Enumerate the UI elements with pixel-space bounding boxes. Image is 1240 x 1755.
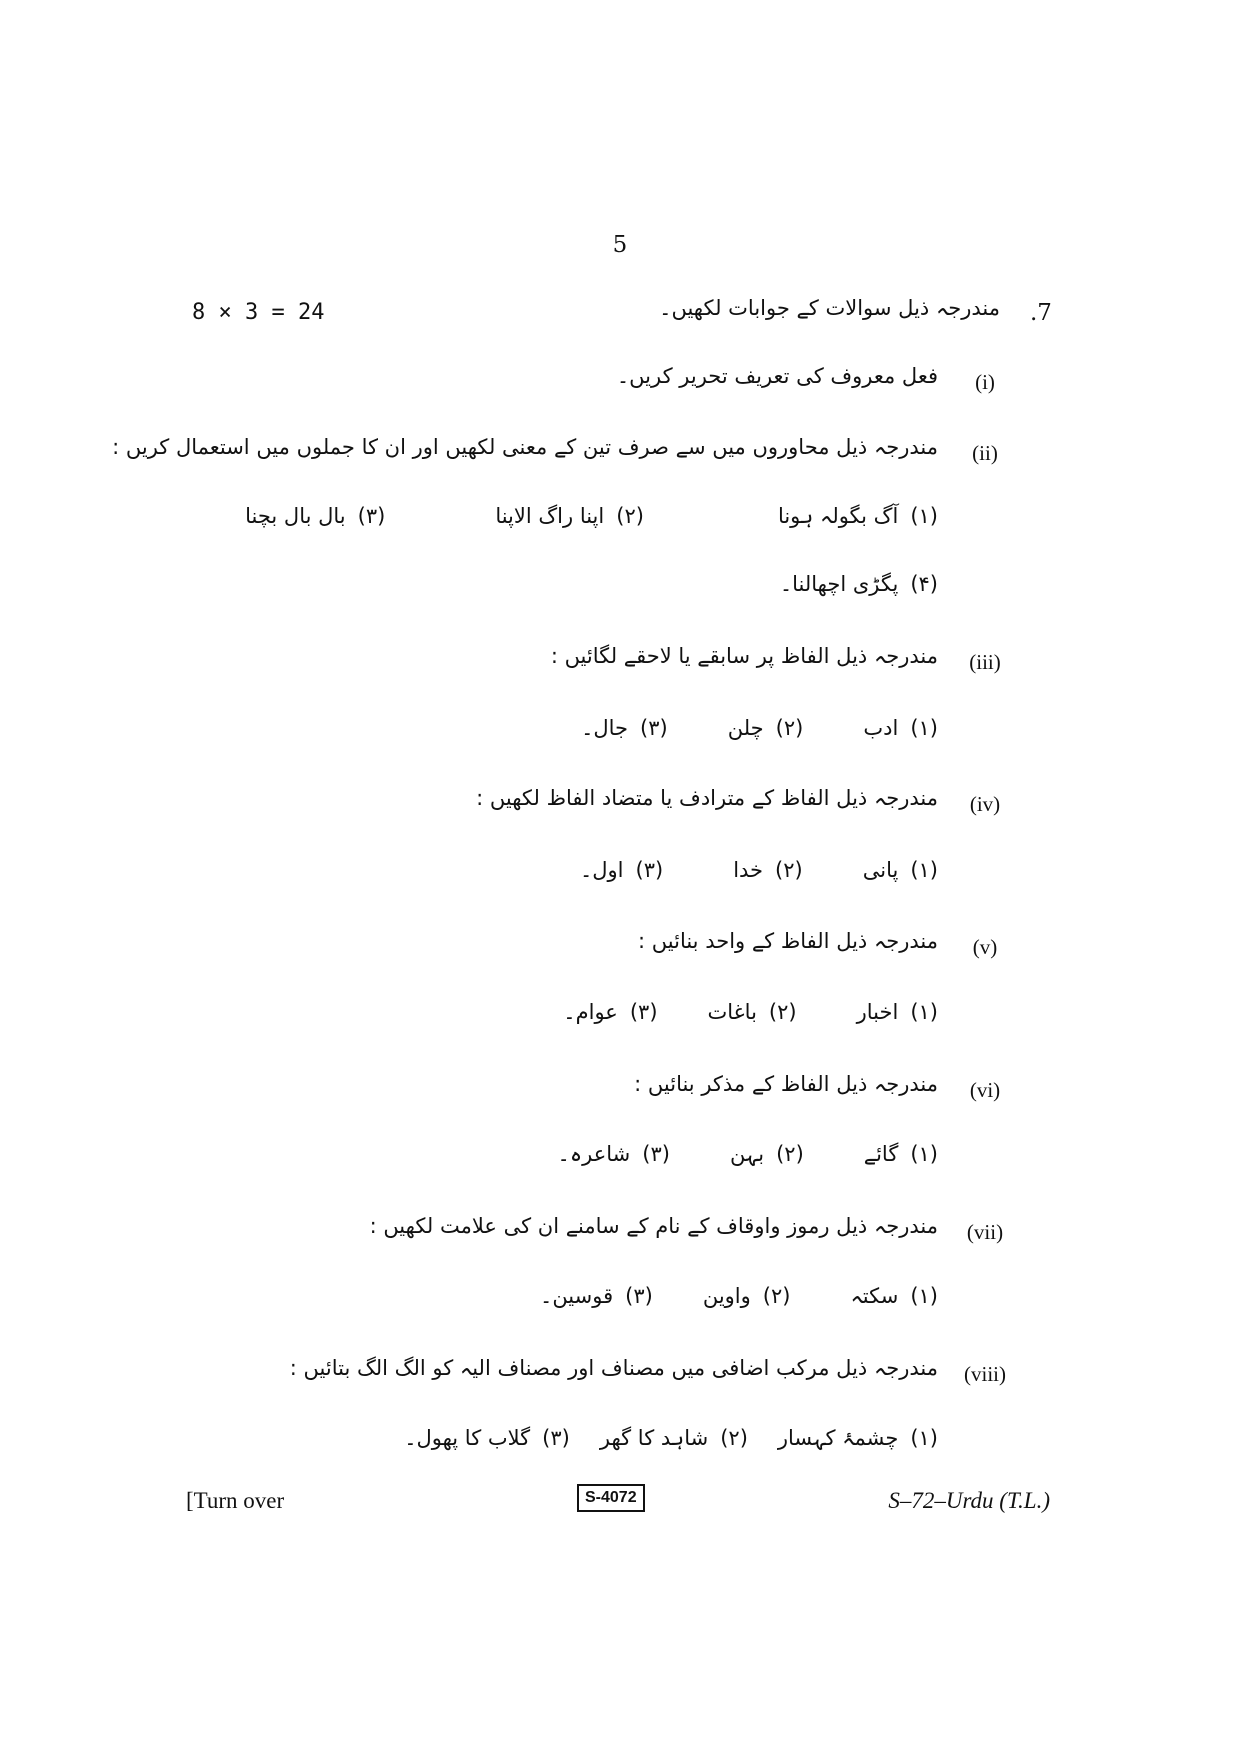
option-item: (۳)شاعرہ۔ [557,1142,670,1166]
page-number: 5 [612,232,628,258]
turn-over-note: [Turn over [186,1488,285,1513]
paper-code-box: S-4072 [577,1484,645,1512]
option-item: (۲)واوین [702,1284,791,1308]
options-row [534,858,938,882]
options-row [512,1142,938,1166]
question-title: مندرجہ ذیل سوالات کے جوابات لکھیں۔ [659,296,1000,320]
part-text: مندرجہ ذیل محاوروں میں سے صرف تین کے معنی لکھیں اور ان کا جملوں میں استعمال کریں : [112,435,938,459]
options-row [199,504,938,528]
part-text: مندرجہ ذیل الفاظ کے واحد بنائیں : [638,929,938,953]
option-item: (۲)خدا [733,858,803,882]
options-row [535,716,938,740]
part-text: مندرجہ ذیل الفاظ پر سابقے یا لاحقے لگائیں : [550,644,938,668]
option-item: (۲)بہن [729,1142,804,1166]
part-text: مندرجہ ذیل رموز واوقاف کے نام کے سامنے ان کی علامت لکھیں : [369,1214,938,1238]
option-item: (۲)اپنا راگ الاپنا [495,504,644,528]
options-row [517,1000,938,1024]
question-number: .7 [1030,300,1052,326]
part-text: مندرجہ ذیل مرکب اضافی میں مصناف اور مصناف الیہ کو الگ الگ بتائیں : [289,1356,938,1380]
option-item: (۳)قوسین۔ [540,1284,653,1308]
option-item: (۳)اول۔ [579,858,664,882]
option-item: (۲)شاہد کا گھر [599,1426,748,1450]
part-label: (vi) [969,1078,1001,1102]
options-row [494,1284,938,1308]
option-item: (۲)باغات [707,1000,797,1024]
part-label: (v) [972,935,998,959]
part-label: (iii) [969,650,1001,674]
option-item: (۳)گلاب کا پھول۔ [404,1426,570,1450]
options-row [358,1426,938,1450]
part-label: (iv) [969,792,1001,816]
option-item: (۱)سکتہ [850,1284,938,1308]
option-item: (۴)پگڑی اچھالنا۔ [779,572,938,596]
question-marks: 8 × 3 = 24 [192,300,325,325]
part-text: فعل معروف کی تعریف تحریر کریں۔ [616,364,938,388]
option-item: (۱)اخبار [856,1000,938,1024]
option-item: (۳)عوام۔ [563,1000,658,1024]
option-item: (۱)گائے [863,1142,938,1166]
option-item: (۳)جال۔ [581,716,668,740]
part-label: (i) [975,370,995,394]
part-text: مندرجہ ذیل الفاظ کے مذکر بنائیں : [634,1072,938,1096]
option-item: (۲)چلن [727,716,804,740]
part-label: (viii) [964,1362,1006,1386]
option-item: (۱)پانی [862,858,938,882]
option-item: (۱)آگ بگولہ ہونا [777,504,938,528]
option-item: (۳)بال بال بچنا [245,504,386,528]
option-item: (۱)ادب [863,716,938,740]
part-text: مندرجہ ذیل الفاظ کے مترادف یا متضاد الفاظ لکھیں : [476,786,938,810]
option-item: (۱)چشمۂ کہسار [777,1426,938,1450]
subject-code: S–72–Urdu (T.L.) [888,1488,1050,1513]
part-label: (vii) [966,1220,1004,1244]
part-label: (ii) [972,441,998,465]
options-row [734,572,938,596]
